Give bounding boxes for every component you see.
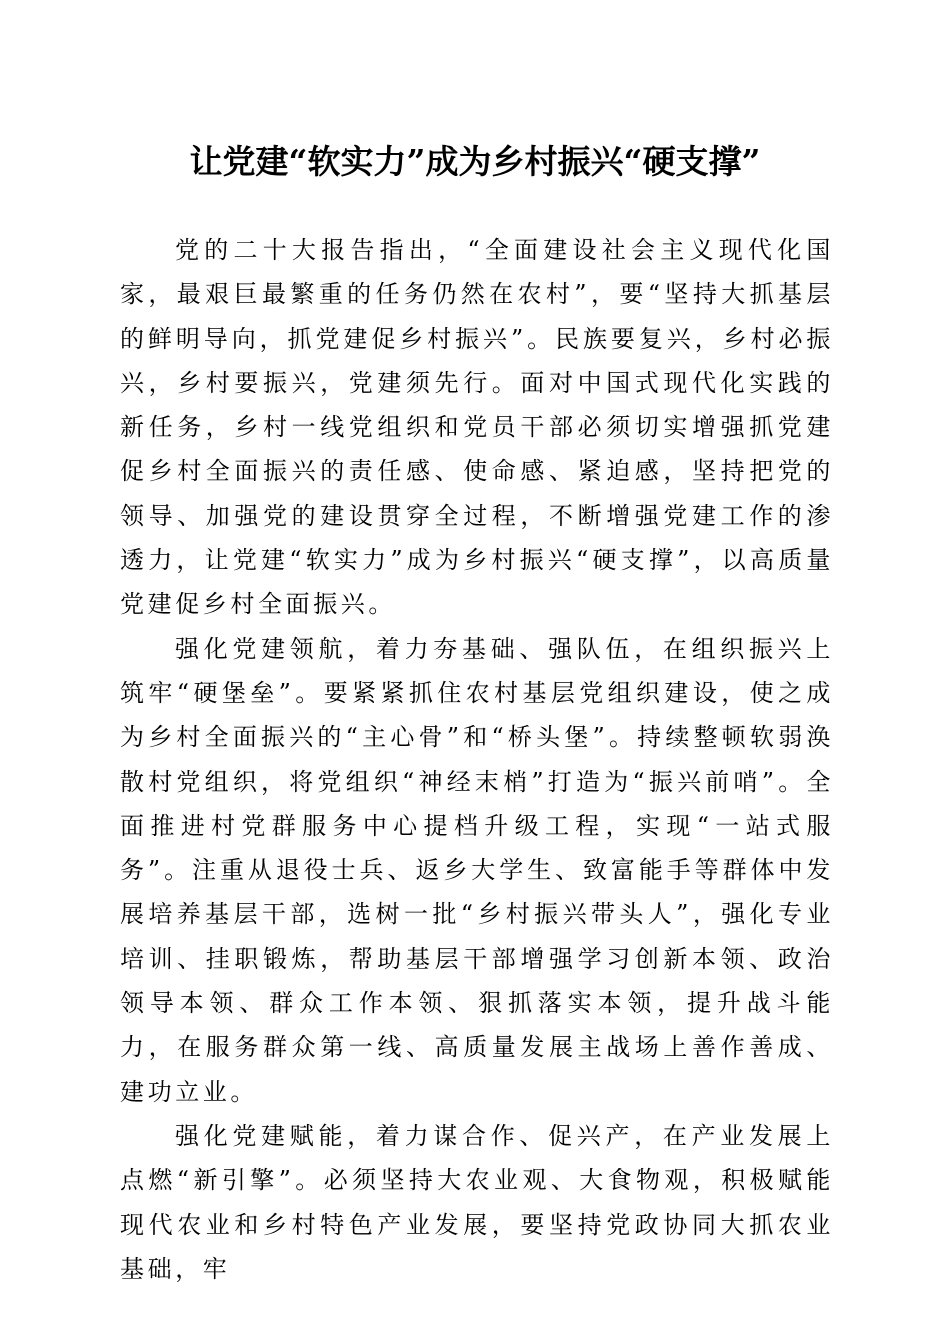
document-title: 让党建“软实力”成为乡村振兴“硬支撑”	[189, 142, 761, 181]
document-body	[120, 228, 834, 1291]
paragraph-1: 党的二十大报告指出，“全面建设社会主义现代化国家，最艰巨最繁重的任务仍然在农村”，要“坚持大抓基层的鲜明导向，抓党建促乡村振兴”。民族要复兴，乡村必振兴，乡村要振兴，党建须先行。面对中国式现代化实践的新任务，乡村一线党组织和党员干部必须切实增强抓党建促乡村全面振兴的责任感、使命感、紧迫感，坚持把党的领导、加强党的建设贯穿全过程，不断增强党建工作的渗透力，让党建“软实力”成为乡村振兴“硬支撑”，以高质量党建促乡村全面振兴。	[120, 236, 834, 619]
paragraph-2: 强化党建领航，着力夯基础、强队伍，在组织振兴上筑牢“硬堡垒”。要紧紧抓住农村基层党组织建设，使之成为乡村全面振兴的“主心骨”和“桥头堡”。持续整顿软弱涣散村党组织，将党组织“神经末梢”打造为“振兴前哨”。全面推进村党群服务中心提档升级工程，实现“一站式服务”。注重从退役士兵、返乡大学生、致富能手等群体中发展培养基层干部，选树一批“乡村振兴带头人”，强化专业培训、挂职锻炼，帮助基层干部增强学习创新本领、政治领导本领、群众工作本领、狠抓落实本领，提升战斗能力，在服务群众第一线、高质量发展主战场上善作善成、建功立业。	[120, 634, 834, 1106]
paragraph-3: 强化党建赋能，着力谋合作、促兴产，在产业发展上点燃“新引擎”。必须坚持大农业观、大食物观，积极赋能现代农业和乡村特色产业发展，要坚持党政协同大抓农业基础，牢	[120, 1121, 834, 1283]
